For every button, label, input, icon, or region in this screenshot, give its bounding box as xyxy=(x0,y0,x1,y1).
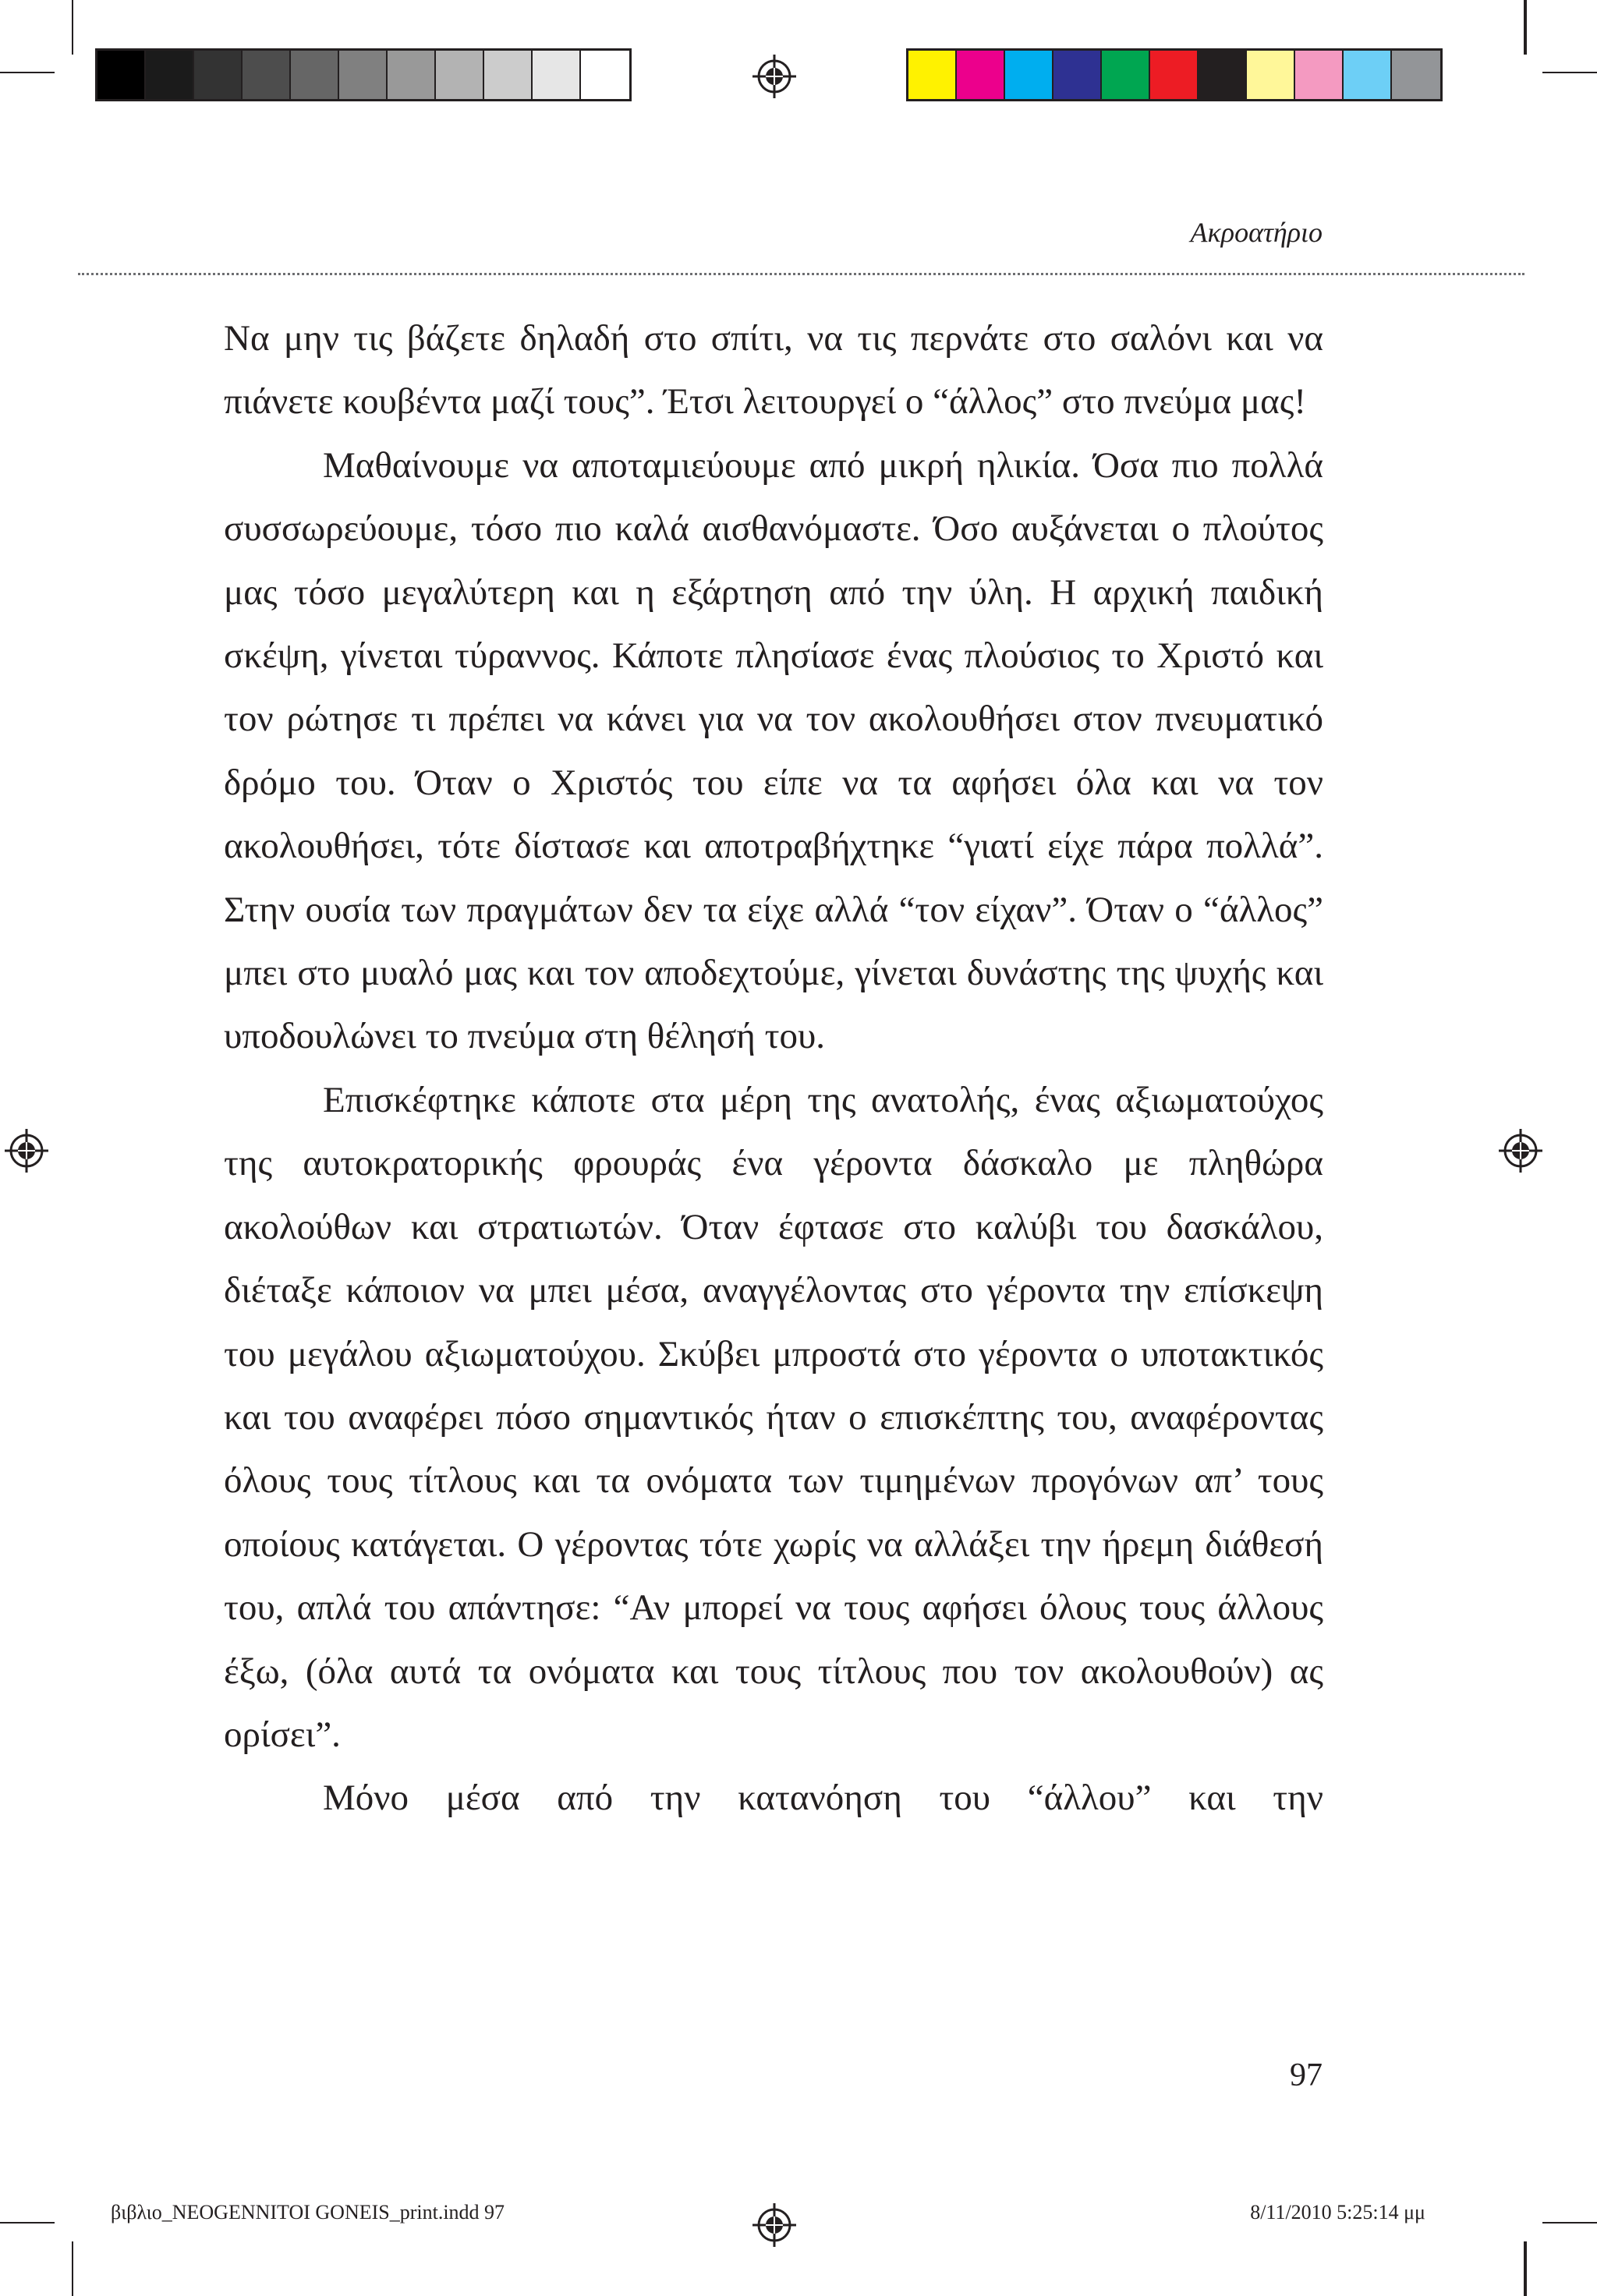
color-swatch xyxy=(1295,51,1344,99)
registration-mark-icon xyxy=(1499,1129,1542,1173)
body-text xyxy=(224,307,1323,1831)
color-swatch xyxy=(291,51,339,99)
color-swatch xyxy=(1392,51,1440,99)
color-swatch xyxy=(436,51,484,99)
crop-mark xyxy=(1542,72,1597,73)
process-color-bar xyxy=(906,48,1443,101)
gray-color-bar xyxy=(95,48,632,101)
color-swatch xyxy=(146,51,194,99)
crop-mark xyxy=(1525,2241,1527,2296)
color-swatch xyxy=(1247,51,1295,99)
color-swatch xyxy=(533,51,581,99)
color-swatch xyxy=(1102,51,1150,99)
color-swatch xyxy=(194,51,243,99)
color-swatch xyxy=(1053,51,1102,99)
color-swatch xyxy=(1199,51,1247,99)
color-swatch xyxy=(957,51,1005,99)
color-swatch xyxy=(1150,51,1199,99)
paragraph: Μαθαίνουμε να αποταμιεύουμε από μικρή ηλικία. Όσα πιο πολλά συσσωρεύουμε, τόσο πιο καλά αισθανόμαστε. Όσο αυξάνεται ο πλούτος μας τόσο μεγαλύτερη και η εξάρτηση από την ύλη. Η αρχική παιδική σκέψη, γίνεται τύραννος. Κάποτε πλησίασε ένας πλούσιος το Χριστό και τον ρώτησε τι πρέπει να κάνει για να τον ακολουθήσει στον πνευματικό δρόμο του. Όταν ο Χριστός του είπε να τα αφήσει όλα και να τον ακολουθήσει, τότε δίστασε και αποτραβήχτηκε “γιατί είχε πάρα πολλά”. Στην ουσία των πραγμάτων δεν τα είχε αλλά “τον είχαν”. Όταν ο “άλλος” μπει στο μυαλό μας και τον αποδεχτούμε, γίνεται δυνάστης της ψυχής και υποδουλώνει το πνεύμα στη θέλησή του. xyxy=(224,444,1323,1057)
running-head: Ακροατήριο xyxy=(1190,217,1323,248)
color-swatch xyxy=(388,51,436,99)
crop-mark xyxy=(1542,2222,1597,2223)
crop-mark xyxy=(0,2222,55,2223)
paragraph: Να μην τις βάζετε δηλαδή στο σπίτι, να τις περνάτε στο σαλόνι και να πιάνετε κουβέντα μαζί τους”. Έτσι λειτουργεί ο “άλλος” στο πνεύμα μας! xyxy=(224,318,1323,423)
crop-mark xyxy=(72,0,73,55)
crop-mark xyxy=(0,72,55,73)
page-number: 97 xyxy=(1290,2057,1323,2093)
slug-filename: βιβλιο_NEOGENNITOI GONEIS_print.indd 97 xyxy=(111,2201,505,2223)
crop-mark xyxy=(1525,0,1527,55)
color-swatch xyxy=(484,51,533,99)
color-swatch xyxy=(243,51,291,99)
color-swatch xyxy=(339,51,388,99)
crop-mark xyxy=(72,2241,73,2296)
color-swatch xyxy=(1005,51,1053,99)
registration-mark-icon xyxy=(5,1129,48,1173)
slug-timestamp: 8/11/2010 5:25:14 μμ xyxy=(1250,2201,1425,2223)
paragraph: Μόνο μέσα από την κατανόηση του “άλλου” και την xyxy=(323,1778,1323,1819)
color-swatch xyxy=(908,51,957,99)
paragraph: Επισκέφτηκε κάποτε στα μέρη της ανατολής, ένας αξιωματούχος της αυτοκρατορικής φρουράς ένα γέροντα δάσκαλο με πληθώρα ακολούθων και στρατιωτών. Όταν έφτασε στο καλύβι του δασκάλου, διέταξε κάποιον να μπει μέσα, αναγγέλοντας στο γέροντα την επίσκεψη του μεγάλου αξιωματούχου. Σκύβει μπροστά στο γέροντα ο υποτακτικός και του αναφέρει πόσο σημαντικός ήταν ο επισκέπτης του, αναφέροντας όλους τους τίτλους και τα ονόματα των τιμημένων προγόνων απ’ τους οποίους κατάγεται. Ο γέροντας τότε χωρίς να αλλάξει την ήρεμη διάθεσή του, απλά του απάντησε: “Αν μπορεί να τους αφήσει όλους τους άλλους έξω, (όλα αυτά τα ονόματα και τους τίτλους που τον ακολουθούν) ας ορίσει”. xyxy=(224,1079,1323,1755)
header-rule xyxy=(78,273,1524,275)
color-swatch xyxy=(581,51,629,99)
registration-mark-icon xyxy=(752,55,796,98)
registration-mark-icon xyxy=(752,2203,796,2247)
color-swatch xyxy=(1344,51,1392,99)
color-swatch xyxy=(97,51,146,99)
